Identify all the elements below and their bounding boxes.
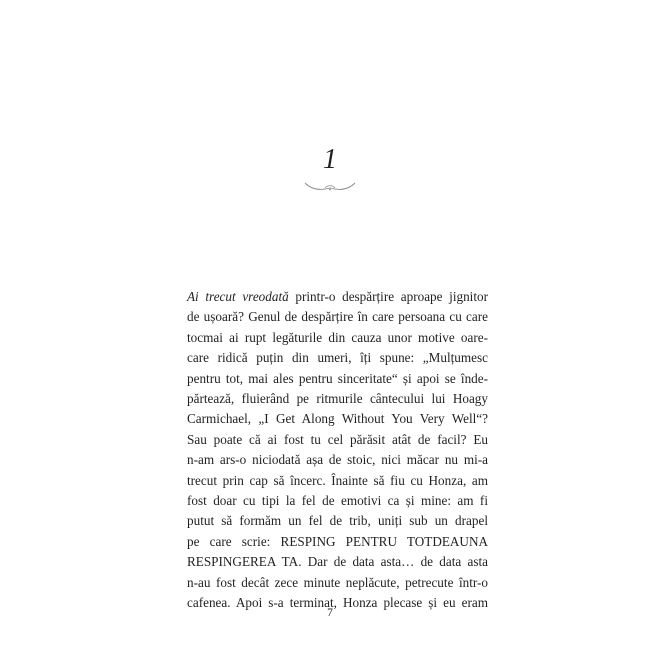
text-line: n-am ars-o niciodată așa de stoic, nici măcar nu mi-a [187,452,488,468]
text-line: putut să formăm un fel de trib, uniți sub un drapel [187,513,488,529]
text-line: care ridică puțin din umeri, îți spune: „Mulțumesc [187,350,488,366]
text-line: părtează, fluierând pe ritmurile cântecului lui Hoagy [187,391,488,407]
text-line: RESPINGEREA TA. Dar de data asta… de data asta [187,554,488,570]
text-line: trecut prin cap să încerc. Înainte să fiu cu Honza, am [187,472,488,488]
text-line: pe care scrie: RESPING PENTRU TOTDEAUNA [187,533,488,549]
chapter-heading [0,140,660,192]
opening-italic-phrase: Ai trecut vreodată [187,289,289,304]
first-line-rest: printr-o despărțire aproape jignitor [288,289,488,304]
chapter-number: 1 [323,144,337,175]
text-line: pentru tot, mai ales pentru sinceritate“ și apoi se înde- [187,370,488,386]
text-line: tocmai ai rupt legăturile din cauza unor motive oare- [187,329,488,345]
text-line: de ușoară? Genul de despărțire în care persoana cu care [187,309,488,325]
body-paragraph [187,287,488,614]
flourish-ornament-icon [303,180,357,192]
text-line: n-au fost decât zece minute neplăcute, petrecute într-o [187,574,488,590]
text-line: cafenea. Apoi s-a terminat, Honza plecase și eu eram [187,595,488,611]
page-number: 7 [327,607,333,619]
text-line: fost doar cu tipi la fel de emotivi ca și mine: am fi [187,493,488,509]
text-line [187,287,488,307]
text-line: Carmichael, „I Get Along Without You Very Well“? [187,411,488,427]
text-line: Sau poate că ai fost tu cel părăsit atât de facil? Eu [187,431,488,447]
